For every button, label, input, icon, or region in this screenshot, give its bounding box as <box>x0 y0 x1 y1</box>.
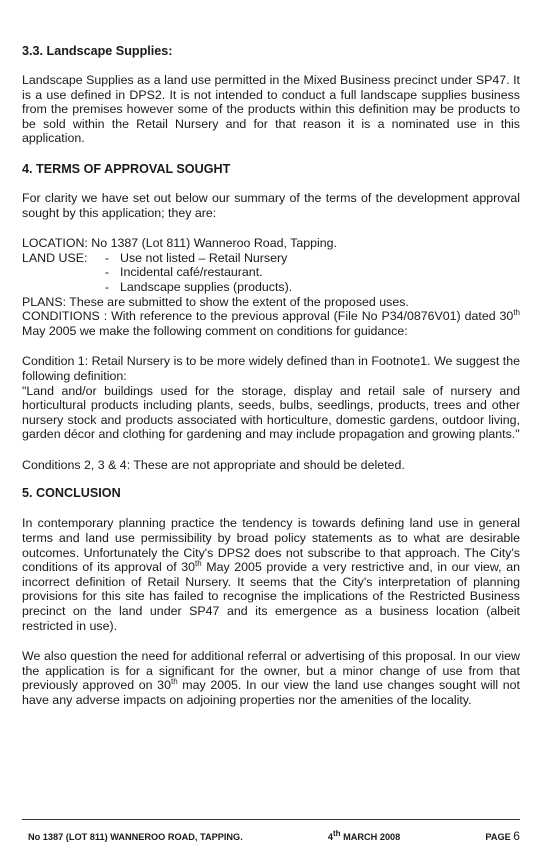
dash-marker: - <box>104 250 110 265</box>
conditions-2-3-4: Conditions 2, 3 & 4: These are not appropriate and should be deleted. <box>22 457 405 472</box>
footer-date: 4th MARCH 2008 <box>327 828 401 842</box>
definition-quote: "Land and/or buildings used for the storage, display and retail sale of nursery and horticultural products including plants, seeds, bulbs, seedlings, products, trees and other nursery stock and products associated with horticulture, domestic gardens, outdoor living, garden décor and clothing for gardening and may include propagation and growing plants." <box>22 383 520 442</box>
plans-line: PLANS: These are submitted to show the extent of the proposed uses. <box>22 294 409 309</box>
condition-1-paragraph: Condition 1: Retail Nursery is to be more widely defined than in Footnote1. We suggest the following definition: <box>22 354 520 383</box>
footer-address: No 1387 (LOT 811) WANNEROO ROAD, TAPPING. <box>28 832 243 842</box>
section-heading-3-3: 3.3. Landscape Supplies: <box>22 44 173 58</box>
section-3-3-paragraph: Landscape Supplies as a land use permitted in the Mixed Business precinct under SP47. It is a use defined in DPS2. It is not intended to conduct a full landscape supplies business from the premises however some of the products within this definition may be products to be sold within the Retail Nursery and for that reason it is a nominated use in this application. <box>22 73 520 146</box>
section-heading-4: 4. TERMS OF APPROVAL SOUGHT <box>22 161 231 176</box>
dash-marker: - <box>104 265 110 280</box>
footer-page: PAGE 6 <box>485 829 520 843</box>
land-use-row-2 <box>22 265 520 280</box>
land-use-label: LAND USE: <box>22 250 88 265</box>
land-use-item: Incidental café/restaurant. <box>120 265 263 280</box>
conclusion-paragraph-2: We also question the need for additional referral or advertising of this proposal. In our view the application is for a significant for the owner, but a minor change of use from that previously approved on 30th may 2005. In our view the land use changes sought will not have any adverse impacts on adjoining properties nor the amenities of the locality. <box>22 649 520 707</box>
section-4-intro: For clarity we have set out below our summary of the terms of the development approval sought by this application; they are: <box>22 190 520 220</box>
page-footer <box>28 829 520 843</box>
document-body <box>22 44 520 723</box>
terms-block <box>22 236 520 338</box>
land-use-item: Landscape supplies (products). <box>120 279 293 294</box>
conclusion-paragraph-1: In contemporary planning practice the tendency is towards defining land use in general terms and land use permissibility by broad policy statements as to what are desirable outcomes. Unfortunately the City's DPS2 does not subscribe to that approach. The City's conditions of its approval of 30th May 2005 provide a very restrictive and, in our view, an incorrect definition of Retail Nursery. It seems that the City's interpretation of planning provisions for this site has failed to recognise the implications of the Restricted Business precinct on the land under SP47 and its emergence as a business location (albeit restricted in use). <box>22 516 520 633</box>
land-use-item: Use not listed – Retail Nursery <box>120 250 288 265</box>
location-line: LOCATION: No 1387 (Lot 811) Wanneroo Road, Tapping. <box>22 236 337 251</box>
footer-divider <box>22 819 520 820</box>
land-use-row-3 <box>22 280 520 295</box>
section-heading-5: 5. CONCLUSION <box>22 486 121 501</box>
land-use-row-1 <box>22 251 520 266</box>
page-number: 6 <box>513 829 520 843</box>
dash-marker: - <box>104 279 110 294</box>
conditions-paragraph: CONDITIONS : With reference to the previous approval (File No P34/0876V01) dated 30th May 2005 we make the following comment on conditions for guidance: <box>22 308 520 338</box>
